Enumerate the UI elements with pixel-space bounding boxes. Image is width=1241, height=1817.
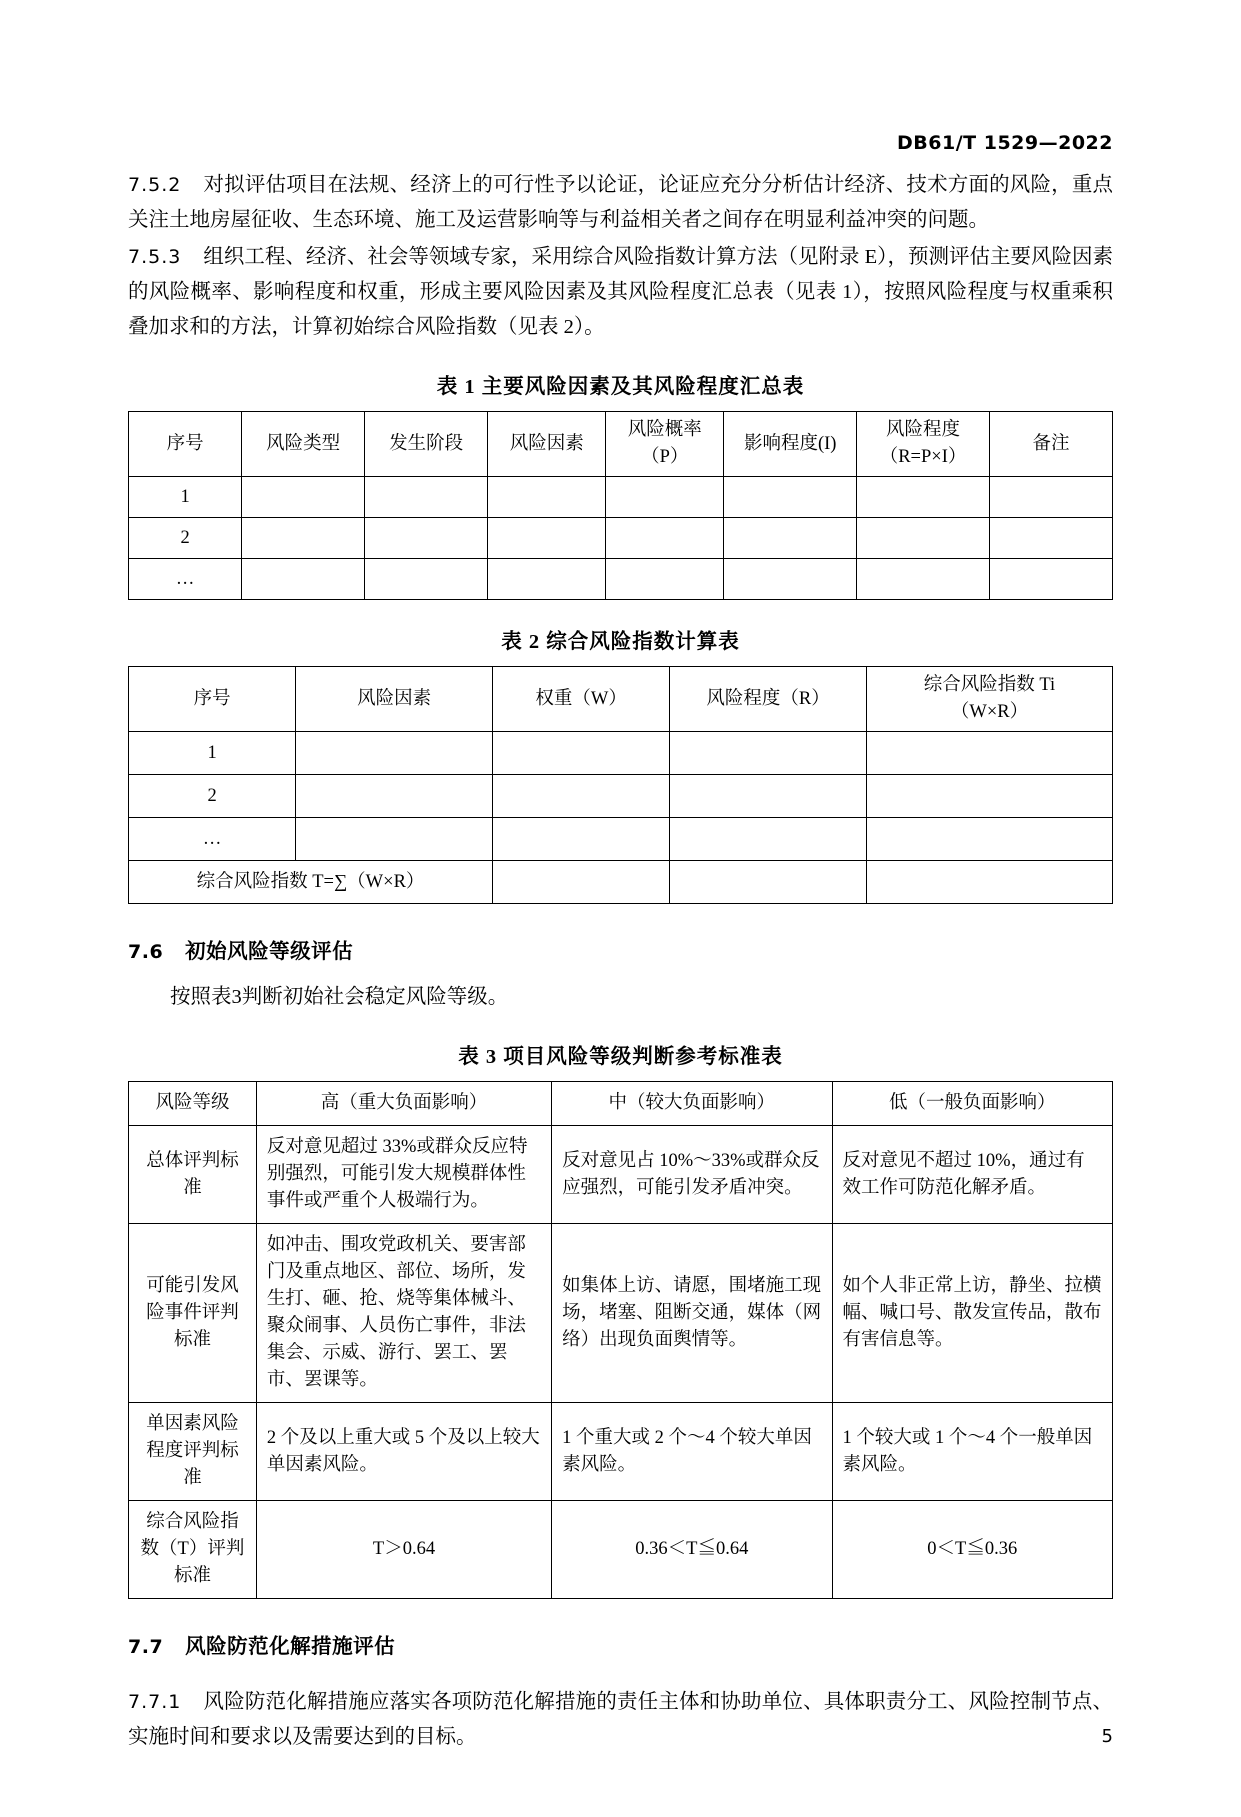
paragraph-text: 组织工程、经济、社会等领域专家，采用综合风险指数计算方法（见附录 E），预测评估主要风险因素的风险概率、影响程度和权重，形成主要风险因素及其风险程度汇总表（见表 1），按照风险程度与权重乘积叠加求和的方法，计算初始综合风险指数（见表 2）。 bbox=[128, 246, 1113, 338]
table1-header-cell bbox=[724, 412, 857, 477]
table2-cell-index: … bbox=[129, 818, 296, 861]
table3-header-cell: 中（较大负面影响） bbox=[552, 1082, 832, 1126]
table-header-row bbox=[129, 412, 1113, 477]
table3-cell-high: T＞0.64 bbox=[256, 1501, 551, 1599]
table1-header-cell bbox=[606, 412, 724, 477]
header-text-line1: 风险程度 bbox=[886, 420, 961, 440]
page-header-standard-id: DB61/T 1529—2022 bbox=[897, 132, 1113, 154]
table3-header-cell: 风险等级 bbox=[129, 1082, 257, 1126]
table2-cell bbox=[296, 818, 493, 861]
table1-cell bbox=[989, 559, 1112, 600]
table1-header-cell bbox=[989, 412, 1112, 477]
table1-cell bbox=[242, 477, 365, 518]
header-text-line2: （R=P×I） bbox=[879, 447, 967, 467]
table2-cell bbox=[670, 861, 867, 904]
paragraph-7-7-1 bbox=[128, 1685, 1113, 1755]
table2-header-cell bbox=[866, 667, 1112, 732]
table-header-row bbox=[129, 1082, 1113, 1126]
table1-cell bbox=[365, 559, 488, 600]
table-risk-factors-summary bbox=[128, 411, 1113, 600]
paragraph-text: 对拟评估项目在法规、经济上的可行性予以论证，论证应充分分析估计经济、技术方面的风险，重点关注土地房屋征收、生态环境、施工及运营影响等与利益相关者之间存在明显利益冲突的问题。 bbox=[128, 174, 1113, 231]
header-text-line1: 序号 bbox=[166, 433, 204, 454]
table1-cell bbox=[989, 518, 1112, 559]
table-row bbox=[129, 518, 1113, 559]
table3-cell-low: 0＜T≦0.36 bbox=[832, 1501, 1112, 1599]
section-heading-7-6 bbox=[128, 934, 1113, 964]
table1-cell bbox=[724, 559, 857, 600]
table-row bbox=[129, 1501, 1113, 1599]
header-text-line1: 发生阶段 bbox=[389, 433, 464, 454]
table1-cell bbox=[606, 518, 724, 559]
table2-header-cell bbox=[129, 667, 296, 732]
paragraph-number: 7.5.2 bbox=[128, 174, 182, 196]
table2-cell bbox=[296, 775, 493, 818]
table1-header-cell bbox=[488, 412, 606, 477]
table2-cell bbox=[866, 861, 1112, 904]
paragraph-text: 风险防范化解措施应落实各项防范化解措施的责任主体和协助单位、具体职责分工、风险控制节点、实施时间和要求以及需要达到的目标。 bbox=[128, 1691, 1113, 1748]
table3-cell-high: 2 个及以上重大或 5 个及以上较大单因素风险。 bbox=[256, 1403, 551, 1501]
table1-cell-index: … bbox=[129, 559, 242, 600]
body-content bbox=[128, 168, 1113, 1755]
table2-cell bbox=[493, 775, 670, 818]
table2-cell-index: 2 bbox=[129, 775, 296, 818]
table-row bbox=[129, 1224, 1113, 1403]
table1-cell bbox=[857, 477, 990, 518]
table3-row-label: 总体评判标准 bbox=[129, 1126, 257, 1224]
table1-cell bbox=[365, 477, 488, 518]
table1-cell bbox=[242, 518, 365, 559]
table-row bbox=[129, 1403, 1113, 1501]
table2-cell bbox=[493, 861, 670, 904]
table1-header-cell bbox=[857, 412, 990, 477]
table2-total-label: 综合风险指数 T=∑（W×R） bbox=[129, 861, 493, 904]
table2-cell-index: 1 bbox=[129, 732, 296, 775]
table1-header-cell bbox=[365, 412, 488, 477]
table3-cell-high: 如冲击、围攻党政机关、要害部门及重点地区、部位、场所，发生打、砸、抢、烧等集体械斗、聚众闹事、人员伤亡事件，非法集会、示威、游行、罢工、罢市、罢课等。 bbox=[256, 1224, 551, 1403]
table2-cell bbox=[493, 732, 670, 775]
table3-row-label: 可能引发风险事件评判标准 bbox=[129, 1224, 257, 1403]
table2-header-cell bbox=[296, 667, 493, 732]
paragraph-7-5-3 bbox=[128, 240, 1113, 345]
header-text-line1: 综合风险指数 Ti bbox=[923, 675, 1056, 695]
table3-cell-high: 反对意见超过 33%或群众反应特别强烈，可能引发大规模群体性事件或严重个人极端行为。 bbox=[256, 1126, 551, 1224]
header-text-line1: 风险概率 bbox=[627, 420, 702, 440]
table3-row-label: 综合风险指数（T）评判标准 bbox=[129, 1501, 257, 1599]
table3-cell-low: 反对意见不超过 10%，通过有效工作可防范化解矛盾。 bbox=[832, 1126, 1112, 1224]
table-row bbox=[129, 559, 1113, 600]
table1-cell bbox=[857, 518, 990, 559]
header-text-line1: 权重（W） bbox=[535, 688, 627, 709]
table2-header-cell bbox=[670, 667, 867, 732]
table3-cell-mid: 1 个重大或 2 个～4 个较大单因素风险。 bbox=[552, 1403, 832, 1501]
table3-cell-low: 如个人非正常上访，静坐、拉横幅、喊口号、散发宣传品，散布有害信息等。 bbox=[832, 1224, 1112, 1403]
table2-cell bbox=[296, 732, 493, 775]
table1-cell-index: 1 bbox=[129, 477, 242, 518]
header-text-line2: （W×R） bbox=[950, 702, 1029, 722]
table2-cell bbox=[866, 818, 1112, 861]
table-total-row bbox=[129, 861, 1113, 904]
table1-cell bbox=[488, 559, 606, 600]
page-number: 5 bbox=[1101, 1726, 1113, 1747]
header-text-line2: （P） bbox=[641, 447, 689, 467]
table-row bbox=[129, 775, 1113, 818]
table-header-row bbox=[129, 667, 1113, 732]
header-text-line1: 风险因素 bbox=[509, 433, 584, 454]
table-row bbox=[129, 1126, 1113, 1224]
table1-cell bbox=[606, 477, 724, 518]
table2-cell bbox=[866, 775, 1112, 818]
table3-cell-mid: 反对意见占 10%～33%或群众反应强烈，可能引发矛盾冲突。 bbox=[552, 1126, 832, 1224]
paragraph-number: 7.5.3 bbox=[128, 246, 182, 268]
header-text-line1: 风险类型 bbox=[266, 433, 341, 454]
section-number: 7.7 bbox=[128, 1636, 164, 1658]
table1-cell bbox=[857, 559, 990, 600]
table1-cell bbox=[724, 518, 857, 559]
table1-caption: 表 1 主要风险因素及其风险程度汇总表 bbox=[436, 376, 805, 398]
section-heading-7-7 bbox=[128, 1629, 1113, 1659]
table1-cell bbox=[365, 518, 488, 559]
paragraph-7-5-2 bbox=[128, 168, 1113, 238]
table1-header-cell bbox=[242, 412, 365, 477]
table2-cell bbox=[670, 775, 867, 818]
table1-cell bbox=[724, 477, 857, 518]
table2-header-cell bbox=[493, 667, 670, 732]
table1-cell bbox=[488, 477, 606, 518]
table-row bbox=[129, 818, 1113, 861]
header-text-line1: 风险因素 bbox=[357, 688, 432, 709]
table3-caption: 表 3 项目风险等级判断参考标准表 bbox=[458, 1046, 783, 1068]
section-title: 风险防范化解措施评估 bbox=[185, 1636, 396, 1658]
table1-cell bbox=[606, 559, 724, 600]
table1-cell bbox=[488, 518, 606, 559]
table-composite-risk-index bbox=[128, 666, 1113, 904]
table3-header-cell: 高（重大负面影响） bbox=[256, 1082, 551, 1126]
table-row bbox=[129, 732, 1113, 775]
table3-cell-low: 1 个较大或 1 个～4 个一般单因素风险。 bbox=[832, 1403, 1112, 1501]
section-7-6-body: 按照表3判断初始社会稳定风险等级。 bbox=[170, 986, 509, 1008]
table2-cell bbox=[670, 732, 867, 775]
table3-row-label: 单因素风险程度评判标准 bbox=[129, 1403, 257, 1501]
table1-cell bbox=[242, 559, 365, 600]
table2-cell bbox=[493, 818, 670, 861]
section-number: 7.6 bbox=[128, 941, 164, 963]
table2-cell bbox=[866, 732, 1112, 775]
header-text-line1: 序号 bbox=[193, 688, 231, 709]
table1-cell-index: 2 bbox=[129, 518, 242, 559]
table3-header-cell: 低（一般负面影响） bbox=[832, 1082, 1112, 1126]
header-text-line1: 影响程度(I) bbox=[743, 433, 837, 454]
table-risk-level-criteria bbox=[128, 1081, 1113, 1599]
header-text-line1: 风险程度（R） bbox=[706, 688, 830, 709]
table-row bbox=[129, 477, 1113, 518]
header-text-line1: 备注 bbox=[1032, 433, 1070, 454]
section-title: 初始风险等级评估 bbox=[185, 941, 354, 963]
table2-cell bbox=[670, 818, 867, 861]
table3-cell-mid: 如集体上访、请愿，围堵施工现场，堵塞、阻断交通，媒体（网络）出现负面舆情等。 bbox=[552, 1224, 832, 1403]
table1-cell bbox=[989, 477, 1112, 518]
paragraph-number: 7.7.1 bbox=[128, 1691, 182, 1713]
table1-header-cell bbox=[129, 412, 242, 477]
table3-cell-mid: 0.36＜T≦0.64 bbox=[552, 1501, 832, 1599]
table2-caption: 表 2 综合风险指数计算表 bbox=[501, 631, 740, 653]
